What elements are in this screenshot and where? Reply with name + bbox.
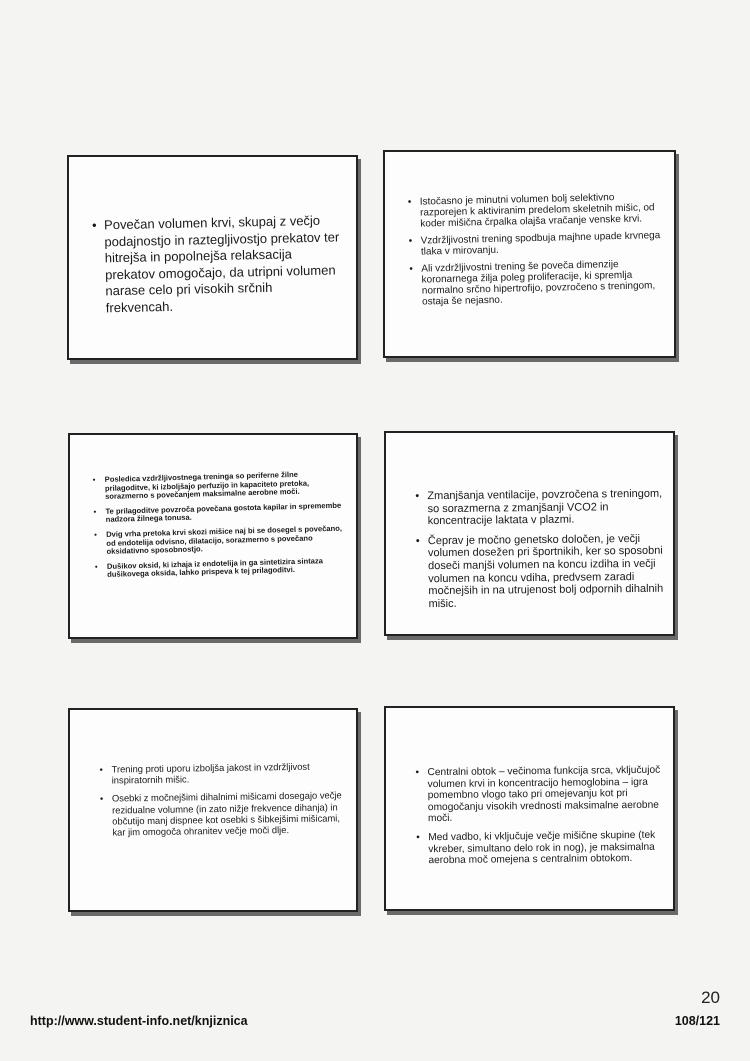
bullet-item: • Trening proti uporu izboljša jakost in vzdržljivost inspiratornih mišic. [111, 760, 343, 786]
bullet-item: • Povečan volumen krvi, skupaj z večjo podajnostjo in raztegljivostjo prekatov ter hitrejša in popolnejša relaksacija prekatov omogočajo, da utripni volumen narase celo pri visokih srčnih frekvencah. [104, 212, 343, 316]
slide-1 [67, 155, 358, 360]
page-number: 20 [701, 988, 720, 1007]
slide-6-bullets [413, 765, 663, 874]
slide-3 [68, 433, 358, 639]
footer-url[interactable]: http://www.student-info.net/knjiznica [30, 1014, 248, 1028]
slide-6 [384, 706, 675, 911]
bullet-item: • Ali vzdržljivostni trening še poveča dimenzije koronarnega žilja poleg proliferacije, ki spremlja normalno srčno hipertrofijo, povzročeno s treningom, ostaja še nejasno. [421, 258, 663, 307]
bullet-item: • Te prilagoditve povzroča povečana gostota kapilar in spremembe nadzora žilnega tonusa. [105, 502, 341, 525]
slide-2 [383, 150, 676, 358]
slide-4 [384, 431, 675, 636]
bullet-item: • Istočasno je minutni volumen bolj selektivno razporejen k aktiviranim predelom skeletnih mišic, od koder mišična črpalka olajša vračanje venske krvi. [420, 191, 662, 229]
bullet-item: • Centralni obtok – večinoma funkcija srca, vključujoč volumen krvi in koncentracijo hemoglobina – igra pomembno vlogo tako pri omejevanju kot pri omogočanju visokih vrednosti maksimalne aerobne moči. [427, 765, 663, 825]
footer-page-count: 108/121 [674, 1014, 720, 1028]
bullet-item: • Dušikov oksid, ki izhaja iz endotelija in ga sintetizira sintaza dušikovega oksida, lahko prispeva k tej prilagoditvi. [107, 556, 343, 579]
slide-5-bullets [97, 760, 344, 845]
bullet-item: • Dvig vrha pretoka krvi skozi mišice naj bi se dosegel s povečano, od endotelija odvisno, dilatacijo, sorazmerno s povečano oksidativno sposobnostjo. [106, 525, 343, 557]
bullet-item: • Posledica vzdržljivostnega treninga so periferne žilne prilagoditve, ki izboljšajo perfuzijo in kapaciteto pretoka, sorazmerno s povečanjem maksimalne aerobne moči. [105, 470, 342, 502]
bullet-item: • Zmanjšanja ventilacije, povzročena s treningom, so sorazmerna z zmanjšanji VCO2 in koncentracije laktata v plazmi. [427, 488, 662, 528]
bullet-item: • Čeprav je močno genetsko določen, je večji volumen dosežen pri športnikih, ker so sposobni doseči manjši volumen na koncu izdiha in večji volumen na koncu vdiha, predvsem zaradi močnejših in na utrujenost bolj odpornih dihalnih mišic. [428, 532, 664, 610]
slide-3-bullets [91, 470, 344, 586]
bullet-item: • Med vadbo, ki vključuje večje mišične skupine (tek vkreber, simultano delo rok in nog), je maksimalna aerobna moč omejena s centralnim obtokom. [428, 830, 663, 867]
slide-5 [68, 708, 358, 912]
slide-1-bullets [90, 212, 343, 323]
slide-2-bullets [406, 191, 664, 314]
slide-4-bullets [413, 488, 663, 618]
bullet-item: • Vzdržljivostni trening spodbuja majhne upade krvnega tlaka v mirovanju. [421, 230, 662, 257]
bullet-item: • Osebki z močnejšimi dihalnimi mišicami dosegajo večje rezidualne volumne (in zato nižje frekvence dihanja) in občutijo manj dispnee kot osebki s šibkejšimi mišicami, kar jim omogoča ohranitev večje moči dlje. [112, 790, 345, 838]
